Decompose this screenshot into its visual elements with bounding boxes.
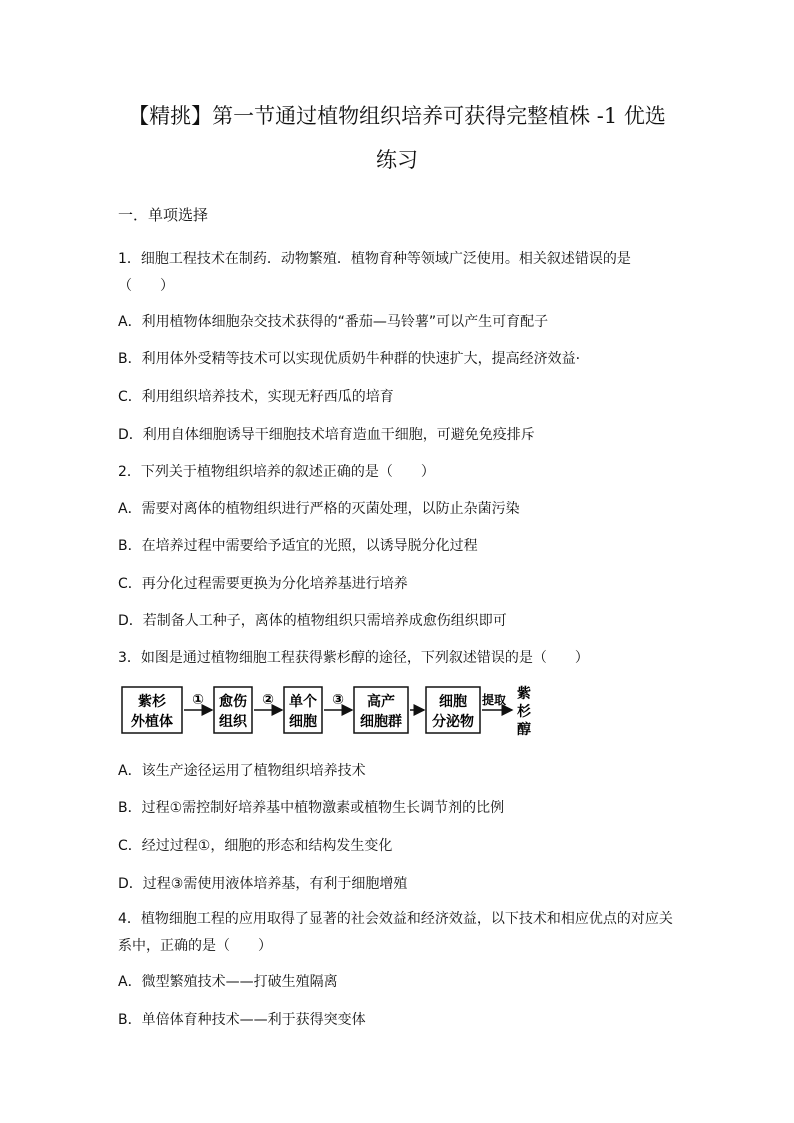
question-2-option-a: A．需要对离体的植物组织进行严格的灭菌处理，以防止杂菌污染	[118, 501, 520, 517]
question-4-option-b: B．单倍体育种技术——利于获得突变体	[118, 1012, 366, 1028]
box-label-line-1: 单个	[289, 694, 317, 710]
diagram-arrow-1	[184, 692, 212, 710]
box-label-line-1: 紫杉	[138, 694, 166, 710]
box-label-line-2: 细胞群	[360, 714, 402, 730]
question-1-stem: 1．细胞工程技术在制药．动物繁殖．植物育种等领域广泛使用。相关叙述错误的是（ ）	[118, 251, 631, 294]
product-char-1: 紫	[517, 686, 531, 702]
question-2-stem: 2．下列关于植物组织培养的叙述正确的是（ ）	[118, 464, 435, 480]
box-label-line-1: 细胞	[439, 694, 467, 710]
product-char-2: 杉	[517, 704, 531, 720]
box-label-line-2: 细胞	[289, 714, 317, 730]
question-2-option-d: D．若制备人工种子，离体的植物组织只需培养成愈伤组织即可	[118, 613, 507, 629]
arrow-label: ②	[262, 692, 274, 708]
question-3-option-d: D．过程③需使用液体培养基，有利于细胞增殖	[118, 876, 408, 892]
question-4-option-a: A．微型繁殖技术——打破生殖隔离	[118, 974, 338, 990]
arrow-label: ①	[192, 692, 204, 708]
diagram-arrow-3	[324, 692, 352, 710]
diagram-box-callus	[214, 687, 252, 733]
diagram-box-single-cell	[284, 687, 322, 733]
question-2-option-c: C．再分化过程需要更换为分化培养基进行培养	[118, 576, 408, 592]
box-label-line-1: 愈伤	[219, 694, 247, 710]
diagram-box-high-yield-cells	[354, 687, 408, 733]
question-3-option-a: A．该生产途径运用了植物组织培养技术	[118, 763, 366, 779]
arrow-label: 提取	[481, 693, 507, 707]
arrow-label: ③	[332, 692, 344, 708]
question-3-stem: 3．如图是通过植物细胞工程获得紫杉醇的途径，下列叙述错误的是（ ）	[118, 650, 589, 666]
box-label-line-2: 组织	[219, 714, 247, 730]
question-1-option-a: A．利用植物体细胞杂交技术获得的“番茄—马铃薯”可以产生可育配子	[118, 314, 549, 330]
question-2-option-b: B．在培养过程中需要给予适宜的光照，以诱导脱分化过程	[118, 538, 478, 554]
diagram-box-cell-secretion	[426, 687, 480, 733]
diagram-arrow-extract	[482, 692, 512, 710]
diagram-arrow-2	[254, 692, 282, 710]
document-title-line-2: 练习	[376, 148, 418, 172]
question-1-option-c: C．利用组织培养技术，实现无籽西瓜的培育	[118, 389, 394, 405]
question-4-stem: 4．植物细胞工程的应用取得了显著的社会效益和经济效益，以下技术和相应优点的对应关系中，正确的是（ ）	[118, 911, 673, 954]
question-3-option-b: B．过程①需控制好培养基中植物激素或植物生长调节剂的比例	[118, 800, 505, 816]
taxol-pathway-diagram	[120, 684, 540, 738]
diagram-box-explant	[122, 687, 182, 733]
diagram-product-taxol	[517, 685, 532, 738]
question-1-option-d: D．利用自体细胞诱导干细胞技术培育造血干细胞，可避免免疫排斥	[118, 427, 535, 443]
product-char-3: 醇	[517, 722, 531, 738]
document-title-line-1: 【精挑】第一节通过植物组织培养可获得完整植株 -1 优选	[128, 104, 666, 128]
box-label-line-1: 高产	[367, 694, 395, 710]
section-heading: 一．单项选择	[118, 206, 209, 224]
question-3-option-c: C．经过过程①，细胞的形态和结构发生变化	[118, 838, 393, 854]
box-label-line-2: 分泌物	[432, 714, 474, 730]
question-1-option-b: B．利用体外受精等技术可以实现优质奶牛种群的快速扩大，提高经济效益·	[118, 351, 581, 367]
box-label-line-2: 外植体	[131, 714, 173, 730]
